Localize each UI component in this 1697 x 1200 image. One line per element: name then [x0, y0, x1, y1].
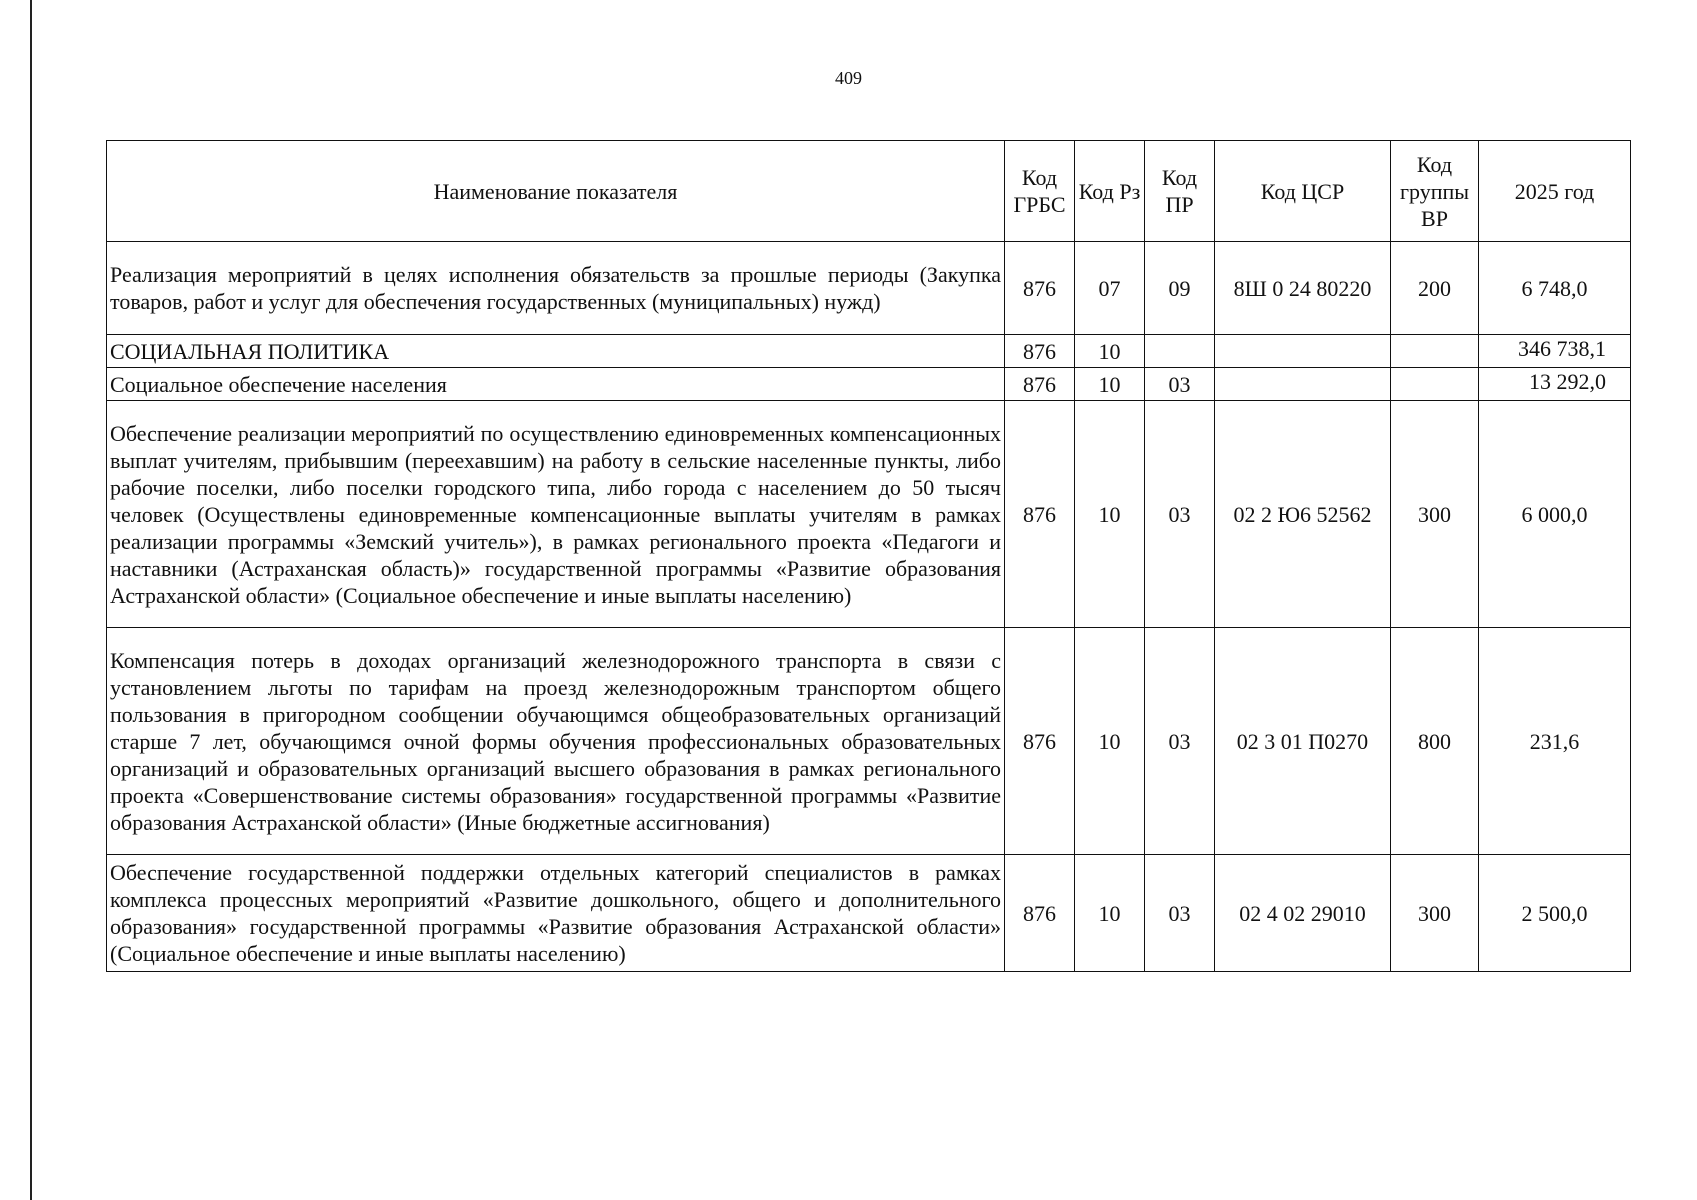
- cell-grbs: 876: [1005, 242, 1075, 335]
- cell-name: Компенсация потерь в доходах организаций железнодорожного транспорта в связи с установлением льготы по тарифам на проезд железнодорожным транспортом общего пользования в пригородном сообщении обучающимся общеобразовательных организаций старше 7 лет, обучающимся очной формы обучения профессиональных образовательных организаций и образовательных организаций высшего образования в рамках регионального проекта «Совершенствование системы образования» государственной программы «Развитие образования Астраханской области» (Иные бюджетные ассигнования): [107, 628, 1005, 855]
- cell-csr: [1215, 368, 1391, 401]
- cell-vr: 300: [1391, 401, 1479, 628]
- cell-csr: 02 3 01 П0270: [1215, 628, 1391, 855]
- page-number: 409: [835, 68, 862, 88]
- cell-vr: [1391, 368, 1479, 401]
- cell-amount: 6 748,0: [1479, 242, 1631, 335]
- cell-name: Обеспечение государственной поддержки отдельных категорий специалистов в рамках комплекса процессных мероприятий «Развитие дошкольного, общего и дополнительного образования» государственной программы «Развитие образования Астраханской области» (Социальное обеспечение и иные выплаты населению): [107, 855, 1005, 972]
- cell-pr: 03: [1145, 401, 1215, 628]
- cell-csr: 02 4 02 29010: [1215, 855, 1391, 972]
- cell-amount: 2 500,0: [1479, 855, 1631, 972]
- cell-name: Обеспечение реализации мероприятий по осуществлению единовременных компенсационных выплат учителям, прибывшим (переехавшим) на работу в сельские населенные пункты, либо рабочие поселки, либо поселки городского типа, либо города с населением до 50 тысяч человек (Осуществлены единовременные компенсационные выплаты учителям в рамках реализации программы «Земский учитель»), в рамках регионального проекта «Педагоги и наставники (Астраханская область)» государственной программы «Развитие образования Астраханской области» (Социальное обеспечение и иные выплаты населению): [107, 401, 1005, 628]
- table-row: [107, 335, 1631, 368]
- header-csr: Код ЦСР: [1215, 141, 1391, 242]
- cell-amount: 6 000,0: [1479, 401, 1631, 628]
- cell-grbs: 876: [1005, 855, 1075, 972]
- cell-amount: 231,6: [1479, 628, 1631, 855]
- cell-csr: [1215, 335, 1391, 368]
- cell-rz: 07: [1075, 242, 1145, 335]
- cell-vr: 200: [1391, 242, 1479, 335]
- header-rz: Код Рз: [1075, 141, 1145, 242]
- cell-csr: 8Ш 0 24 80220: [1215, 242, 1391, 335]
- cell-vr: [1391, 335, 1479, 368]
- cell-vr: 800: [1391, 628, 1479, 855]
- budget-table: [106, 140, 1631, 972]
- cell-csr: 02 2 Ю6 52562: [1215, 401, 1391, 628]
- cell-grbs: 876: [1005, 335, 1075, 368]
- cell-vr: 300: [1391, 855, 1479, 972]
- cell-pr: [1145, 335, 1215, 368]
- budget-table-container: [106, 140, 1630, 972]
- header-grbs: Код ГРБС: [1005, 141, 1075, 242]
- table-row: [107, 401, 1631, 628]
- cell-name: Реализация мероприятий в целях исполнения обязательств за прошлые периоды (Закупка товаров, работ и услуг для обеспечения государственных (муниципальных) нужд): [107, 242, 1005, 335]
- cell-name: Социальное обеспечение населения: [107, 368, 1005, 401]
- cell-rz: 10: [1075, 855, 1145, 972]
- cell-amount: 346 738,1: [1479, 335, 1631, 368]
- cell-rz: 10: [1075, 368, 1145, 401]
- cell-grbs: 876: [1005, 401, 1075, 628]
- table-row: [107, 242, 1631, 335]
- cell-name: СОЦИАЛЬНАЯ ПОЛИТИКА: [107, 335, 1005, 368]
- table-row: [107, 368, 1631, 401]
- cell-rz: 10: [1075, 628, 1145, 855]
- cell-pr: 09: [1145, 242, 1215, 335]
- header-year: 2025 год: [1479, 141, 1631, 242]
- cell-rz: 10: [1075, 401, 1145, 628]
- cell-pr: 03: [1145, 855, 1215, 972]
- binding-margin-line: [30, 0, 32, 1200]
- cell-grbs: 876: [1005, 368, 1075, 401]
- cell-grbs: 876: [1005, 628, 1075, 855]
- cell-rz: 10: [1075, 335, 1145, 368]
- header-vr: Код группы ВР: [1391, 141, 1479, 242]
- cell-pr: 03: [1145, 628, 1215, 855]
- table-row: [107, 855, 1631, 972]
- header-pr: Код ПР: [1145, 141, 1215, 242]
- table-row: [107, 628, 1631, 855]
- table-header-row: [107, 141, 1631, 242]
- header-name: Наименование показателя: [107, 141, 1005, 242]
- cell-amount: 13 292,0: [1479, 368, 1631, 401]
- cell-pr: 03: [1145, 368, 1215, 401]
